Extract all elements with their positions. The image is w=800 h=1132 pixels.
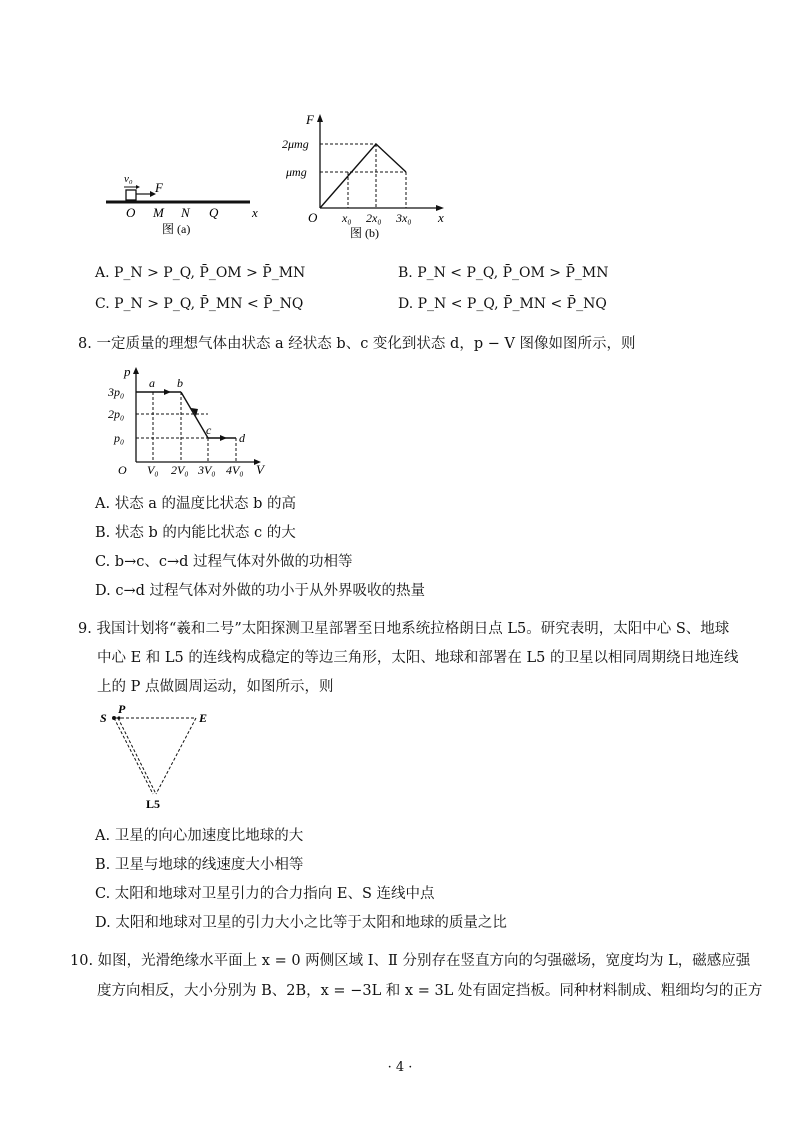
point-d-label: d [239, 431, 245, 445]
q7-option-d: D. P_N < P_Q, P̄_MN < P̄_NQ [398, 296, 607, 312]
x-tick-3x0: 3x₀ [396, 211, 412, 225]
q9-option-a: A. 卫星的向心加速度比地球的大 [95, 828, 304, 844]
q9-option-b: B. 卫星与地球的线速度大小相等 [95, 857, 304, 873]
q7-figure-b [278, 108, 458, 240]
x-tick-2v0: 2V₀ [171, 463, 189, 477]
q8-option-b: B. 状态 b 的内能比状态 c 的大 [95, 525, 296, 541]
q8-pv-figure [108, 366, 278, 478]
y-tick-p0: p₀ [114, 431, 125, 445]
earth-label: E [199, 711, 208, 725]
point-p-label: P [118, 702, 126, 716]
point-c-label: c [206, 423, 212, 437]
origin-label: O [118, 463, 127, 477]
x-axis-label: x [252, 205, 258, 220]
q7-figure-a [100, 160, 270, 240]
point-b-label: b [177, 376, 183, 390]
l5-label: L5 [146, 797, 161, 811]
point-a-label: a [149, 376, 155, 390]
q9-triangle-figure [98, 702, 228, 818]
x-tick-2x0: 2x₀ [366, 211, 382, 225]
q8-option-a: A. 状态 a 的温度比状态 b 的高 [95, 496, 297, 512]
q10-stem-line-1: 10. 如图，光滑绝缘水平面上 x = 0 两侧区域 Ⅰ、Ⅱ 分别存在竖直方向的匀强磁场，宽度均为 L，磁感应强 [70, 953, 751, 969]
y-axis-label: F [306, 112, 314, 127]
q8-option-c: C. b→c、c→d 过程气体对外做的功相等 [95, 554, 353, 570]
fig-a-caption: 图 (a) [162, 222, 191, 236]
sun-label: S [100, 711, 107, 725]
q7-option-b: B. P_N < P_Q, P̄_OM > P̄_MN [398, 265, 609, 281]
q9-stem-line-2: 中心 E 和 L5 的连线构成稳定的等边三角形，太阳、地球和部署在 L5 的卫星以相同周期绕日地连线 [97, 650, 739, 666]
q8-stem: 8. 一定质量的理想气体由状态 a 经状态 b、c 变化到状态 d，p − V 图像如图所示，则 [78, 336, 636, 352]
x-tick-4v0: 4V₀ [226, 463, 244, 477]
q9-option-c: C. 太阳和地球对卫星引力的合力指向 E、S 连线中点 [95, 886, 435, 902]
q7-option-a: A. P_N > P_Q, P̄_OM > P̄_MN [95, 265, 306, 281]
x-axis-label: V [256, 462, 264, 477]
y-axis-label: p [124, 366, 131, 379]
fig-b-caption: 图 (b) [350, 226, 379, 240]
velocity-label: v₀ [124, 173, 133, 185]
page-number: · 4 · [387, 1060, 413, 1075]
q9-stem-line-3: 上的 P 点做圆周运动，如图所示，则 [97, 679, 334, 695]
y-tick-2p0: 2p₀ [108, 407, 125, 421]
x-tick-3v0: 3V₀ [198, 463, 216, 477]
y-tick-3p0: 3p₀ [108, 385, 125, 399]
x-tick-x0: x₀ [342, 211, 352, 225]
point-m-label: M [153, 205, 164, 220]
q9-stem-line-1: 9. 我国计划将“羲和二号”太阳探测卫星部署至日地系统拉格朗日点 L5。研究表明，太阳中心 S、地球 [78, 621, 730, 637]
point-n-label: N [181, 205, 190, 220]
q8-option-d: D. c→d 过程气体对外做的功小于从外界吸收的热量 [95, 583, 425, 599]
x-tick-v0: V₀ [147, 463, 159, 477]
force-label: F [155, 180, 163, 195]
origin-label: O [308, 210, 318, 225]
point-o-label: O [126, 205, 136, 220]
point-q-label: Q [209, 205, 219, 220]
q7-option-c: C. P_N > P_Q, P̄_MN < P̄_NQ [95, 296, 304, 312]
y-tick-umg: μmg [286, 165, 307, 179]
q10-stem-line-2: 度方向相反，大小分别为 B、2B，x = −3L 和 x = 3L 处有固定挡板。同种材料制成、粗细均匀的正方 [97, 983, 763, 999]
y-tick-2umg: 2μmg [282, 137, 309, 151]
x-axis-label: x [438, 210, 444, 225]
q9-option-d: D. 太阳和地球对卫星的引力大小之比等于太阳和地球的质量之比 [95, 915, 507, 931]
